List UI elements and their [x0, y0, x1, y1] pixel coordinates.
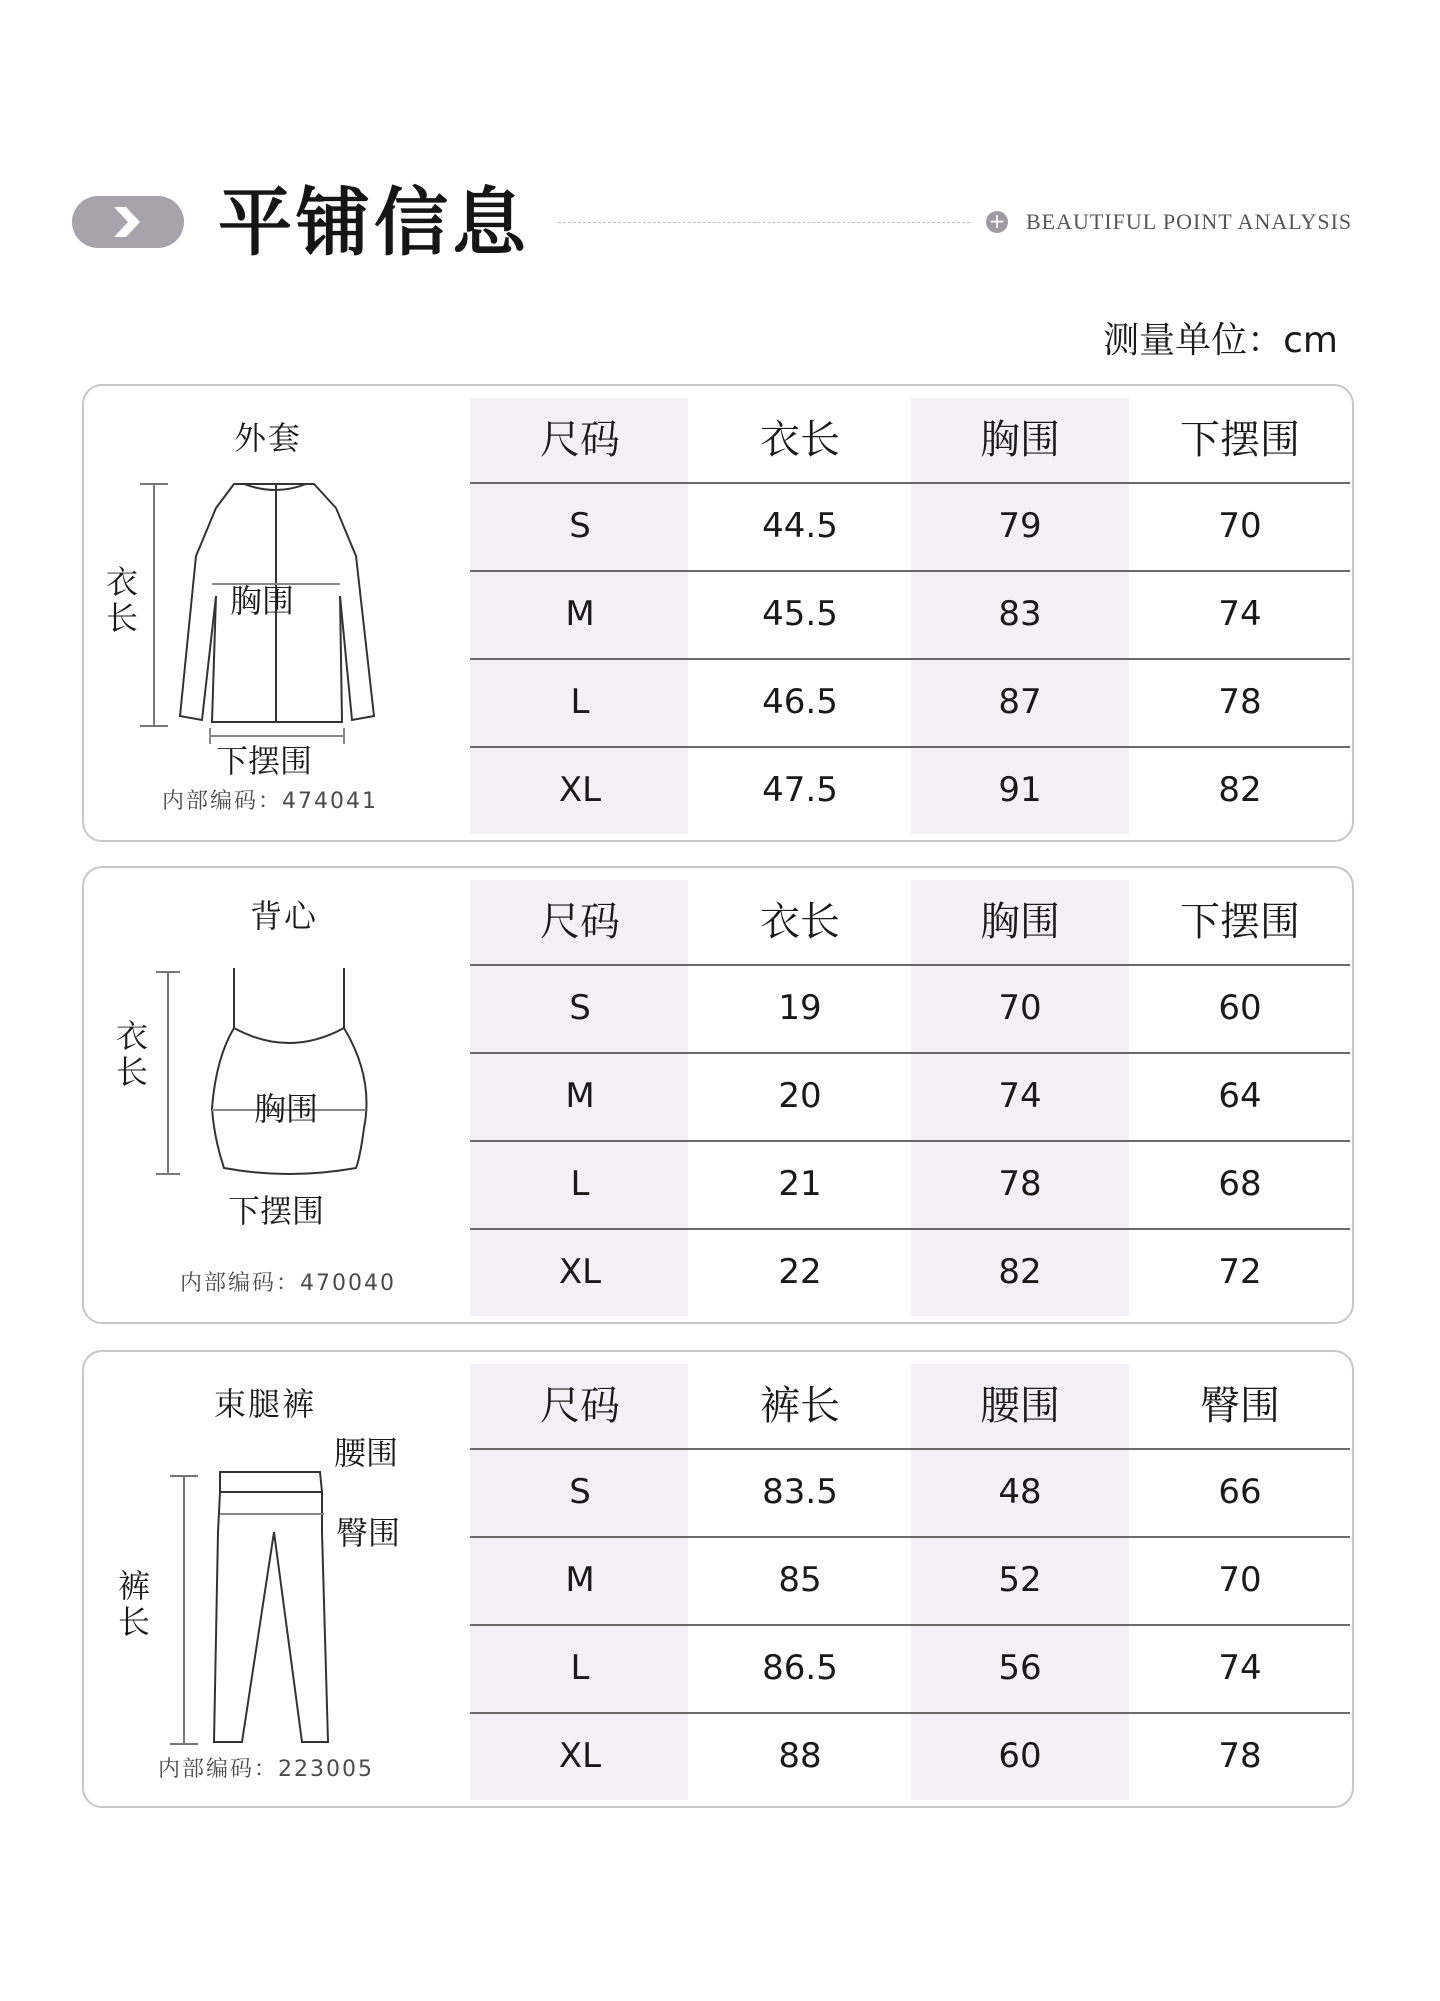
row-divider: [470, 1228, 1350, 1230]
table-cell: 52: [998, 1560, 1042, 1600]
table-cell: 87: [998, 682, 1042, 722]
table-cell: 20: [778, 1076, 822, 1116]
internal-code: 内部编码：474041: [162, 789, 378, 814]
table-cell: 86.5: [762, 1648, 838, 1688]
table-cell: 60: [1218, 988, 1262, 1028]
row-divider: [470, 1052, 1350, 1054]
col-header: 胸围: [980, 899, 1060, 945]
row-divider: [470, 746, 1350, 748]
table-cell: 70: [1218, 506, 1262, 546]
internal-code: 内部编码：470040: [180, 1271, 396, 1296]
table-cell: 70: [998, 988, 1042, 1028]
table-cell: 46.5: [762, 682, 838, 722]
table-cell: 91: [998, 770, 1042, 810]
table-cell: S: [569, 1472, 591, 1512]
table-cell: 74: [998, 1076, 1042, 1116]
size-table-pants: [470, 1364, 1350, 1800]
table-cell: 82: [998, 1252, 1042, 1292]
col-header: 腰围: [980, 1383, 1060, 1429]
col-header: 裤长: [760, 1383, 840, 1429]
row-divider: [470, 1712, 1350, 1714]
col-header: 胸围: [980, 417, 1060, 463]
table-cell: 78: [998, 1164, 1042, 1204]
waist-label: 腰围: [334, 1434, 399, 1472]
table-cell: XL: [558, 770, 602, 810]
table-cell: 72: [1218, 1252, 1262, 1292]
row-divider: [470, 1140, 1350, 1142]
row-divider: [470, 964, 1350, 966]
col-header: 衣长: [760, 417, 840, 463]
hem-label: 下摆围: [228, 1192, 325, 1230]
table-cell: M: [565, 1076, 595, 1116]
hip-label: 臀围: [336, 1514, 401, 1552]
row-divider: [470, 570, 1350, 572]
col-header: 下摆围: [1180, 417, 1300, 463]
col-header: 臀围: [1200, 1383, 1280, 1429]
garment-diagram-pants: [84, 1352, 474, 1806]
table-cell: 21: [778, 1164, 822, 1204]
page-title: 平铺信息: [218, 180, 530, 266]
table-cell: 19: [778, 988, 822, 1028]
table-cell: S: [569, 506, 591, 546]
header-divider: [558, 222, 970, 223]
size-card-pants: [82, 1350, 1354, 1808]
table-cell: XL: [558, 1736, 602, 1776]
col-header: 尺码: [540, 417, 620, 463]
garment-name: 束腿裤: [214, 1385, 317, 1423]
table-cell: 82: [1218, 770, 1262, 810]
table-cell: L: [570, 1164, 590, 1204]
col-header: 尺码: [540, 1383, 620, 1429]
table-cell: 83: [998, 594, 1042, 634]
table-cell: 74: [1218, 594, 1262, 634]
table-cell: 78: [1218, 682, 1262, 722]
table-cell: 64: [1218, 1076, 1262, 1116]
table-cell: 70: [1218, 1560, 1262, 1600]
plus-icon: +: [986, 211, 1008, 233]
col-header: 下摆围: [1180, 899, 1300, 945]
table-cell: 85: [778, 1560, 822, 1600]
chest-label: 胸围: [230, 582, 295, 620]
table-cell: 47.5: [762, 770, 838, 810]
table-cell: L: [570, 682, 590, 722]
table-cell: XL: [558, 1252, 602, 1292]
size-table-jacket: [470, 398, 1350, 834]
unit-label: 测量单位：cm: [1103, 320, 1338, 361]
header-subtitle: BEAUTIFUL POINT ANALYSIS: [1026, 209, 1353, 234]
size-card-vest: [82, 866, 1354, 1324]
chevron-right-icon: [106, 204, 150, 240]
section-pill: [72, 196, 184, 248]
table-cell: 88: [778, 1736, 822, 1776]
table-cell: 45.5: [762, 594, 838, 634]
row-divider: [470, 482, 1350, 484]
table-cell: 60: [998, 1736, 1042, 1776]
table-cell: 44.5: [762, 506, 838, 546]
table-cell: 48: [998, 1472, 1042, 1512]
table-cell: 78: [1218, 1736, 1262, 1776]
row-divider: [470, 1536, 1350, 1538]
table-cell: 22: [778, 1252, 822, 1292]
col-header: 尺码: [540, 899, 620, 945]
row-divider: [470, 658, 1350, 660]
table-cell: M: [565, 594, 595, 634]
garment-diagram-vest: [84, 868, 474, 1322]
table-cell: 68: [1218, 1164, 1262, 1204]
row-divider: [470, 1624, 1350, 1626]
table-cell: 56: [998, 1648, 1042, 1688]
table-cell: 79: [998, 506, 1042, 546]
table-cell: L: [570, 1648, 590, 1688]
row-divider: [470, 1448, 1350, 1450]
table-cell: M: [565, 1560, 595, 1600]
chest-label: 胸围: [254, 1090, 319, 1128]
table-cell: S: [569, 988, 591, 1028]
internal-code: 内部编码：223005: [158, 1757, 374, 1782]
table-cell: 83.5: [762, 1472, 838, 1512]
table-cell: 74: [1218, 1648, 1262, 1688]
garment-name: 背心: [250, 897, 319, 935]
col-header: 衣长: [760, 899, 840, 945]
table-cell: 66: [1218, 1472, 1262, 1512]
length-label: 裤 长: [117, 1567, 150, 1641]
garment-diagram-jacket: [84, 386, 474, 840]
hem-label: 下摆围: [216, 742, 313, 780]
garment-name: 外套: [234, 419, 303, 457]
size-card-jacket: [82, 384, 1354, 842]
size-table-vest: [470, 880, 1350, 1316]
length-label: 衣 长: [105, 563, 138, 637]
length-label: 衣 长: [115, 1017, 148, 1091]
